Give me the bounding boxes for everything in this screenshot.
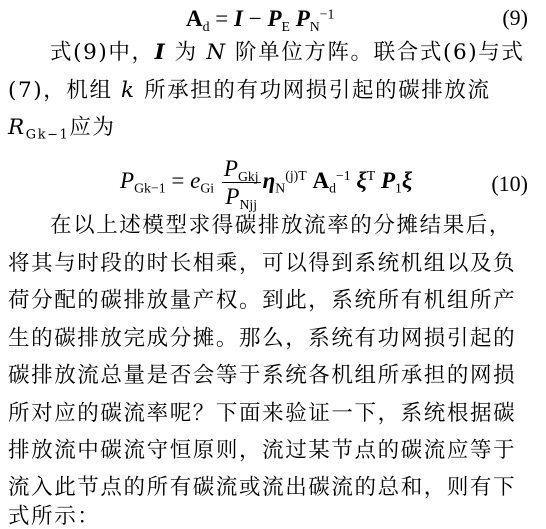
eq10-a-sub: d bbox=[329, 180, 336, 196]
eq10-eta: η bbox=[262, 167, 276, 193]
eq9-equals: = bbox=[215, 6, 229, 31]
equation-10-number: (10) bbox=[491, 171, 528, 196]
eq10-den-sub: Njj bbox=[239, 196, 258, 212]
p1l2-symbol-k: k bbox=[121, 78, 136, 103]
eq9-pn: P bbox=[295, 6, 310, 31]
paragraph-1-line-1 bbox=[50, 42, 538, 64]
eq9-lhs: A bbox=[186, 6, 203, 31]
eq10-eta-sub: N bbox=[275, 180, 286, 196]
p1l2-prefix: (7)，机组 bbox=[8, 78, 121, 103]
eq9-pe-sub: E bbox=[281, 18, 290, 34]
paragraph-2-line-9: 式所示： bbox=[8, 504, 101, 529]
p1l1-middle: 为 bbox=[166, 40, 207, 65]
eq10-den-p: P bbox=[225, 184, 240, 209]
eq10-p1: P bbox=[380, 167, 395, 193]
p1l3-symbol-r-sub: Gk−1 bbox=[25, 127, 70, 143]
equation-10 bbox=[0, 156, 546, 212]
paragraph-2-line-1: 在以上述模型求得碳排放流率的分摊结果后， bbox=[50, 213, 513, 238]
eq10-fraction-numerator bbox=[222, 157, 261, 183]
p1l1-symbol-n: N bbox=[206, 40, 227, 65]
p1l2-suffix: 所承担的有功网损引起的碳排放流 bbox=[135, 78, 491, 103]
eq10-num-p: P bbox=[223, 156, 238, 181]
p1l3-suffix: 应为 bbox=[69, 115, 116, 140]
paragraph-2-line-5: 碳排放流总量是否会等于系统各机组所承担的网损 bbox=[8, 363, 517, 388]
eq10-lhs-sub: Gk−1 bbox=[134, 180, 166, 196]
paragraph-2-line-8: 流入此节点的所有碳流或流出碳流的总和，则有下 bbox=[8, 475, 517, 500]
equation-10-body bbox=[120, 156, 413, 212]
equation-9-body bbox=[186, 6, 335, 34]
eq9-minus: − bbox=[248, 6, 262, 31]
eq10-e-sub: Gi bbox=[200, 180, 215, 196]
paragraph-2-line-6: 所对应的碳流率呢？下面来验证一下，系统根据碳 bbox=[8, 401, 517, 426]
eq10-lhs: P bbox=[120, 167, 135, 193]
eq10-equals: = bbox=[171, 167, 185, 193]
paragraph-1-line-3 bbox=[8, 115, 538, 143]
eq9-identity: I bbox=[234, 6, 243, 31]
paragraph-1-line-2 bbox=[8, 80, 538, 102]
p1l1-symbol-i: I bbox=[154, 40, 167, 65]
eq9-lhs-sub: d bbox=[202, 18, 210, 34]
eq10-a-sup: −1 bbox=[335, 168, 351, 184]
eq9-pn-sub: N bbox=[309, 18, 320, 34]
eq9-pn-sup: −1 bbox=[319, 6, 335, 22]
paragraph-2-line-3: 荷分配的碳排放量产权。到此，系统所有机组所产 bbox=[8, 288, 517, 313]
eq10-fraction bbox=[222, 156, 261, 212]
equation-9 bbox=[0, 7, 546, 33]
eq10-num-sub: Gkj bbox=[237, 168, 259, 184]
eq10-e: e bbox=[190, 167, 201, 193]
p1l1-prefix: 式(9)中， bbox=[50, 40, 155, 65]
p1l3-symbol-r: R bbox=[8, 115, 26, 140]
eq10-eta-sup: (j)T bbox=[285, 168, 307, 184]
eq10-xi: ξ bbox=[356, 167, 367, 193]
paragraph-2-line-2: 将其与时段的时长相乘，可以得到系统机组以及负 bbox=[8, 251, 517, 276]
eq10-p1-sub: 1 bbox=[395, 180, 402, 196]
eq10-xi-sup: T bbox=[366, 168, 376, 184]
eq10-a: A bbox=[312, 167, 330, 193]
equation-9-number: (9) bbox=[502, 5, 528, 30]
paragraph-2-line-7: 排放流中碳流守恒原则，流过某节点的碳流应等于 bbox=[8, 438, 517, 463]
paragraph-2-line-4: 生的碳排放完成分摊。那么，系统有功网损引起的 bbox=[8, 326, 517, 351]
eq9-pe: P bbox=[267, 6, 282, 31]
eq10-fraction-denominator bbox=[222, 183, 261, 212]
p1l1-suffix: 阶单位方阵。联合式(6)与式 bbox=[226, 40, 525, 65]
eq10-xi2: ξ bbox=[401, 167, 413, 193]
